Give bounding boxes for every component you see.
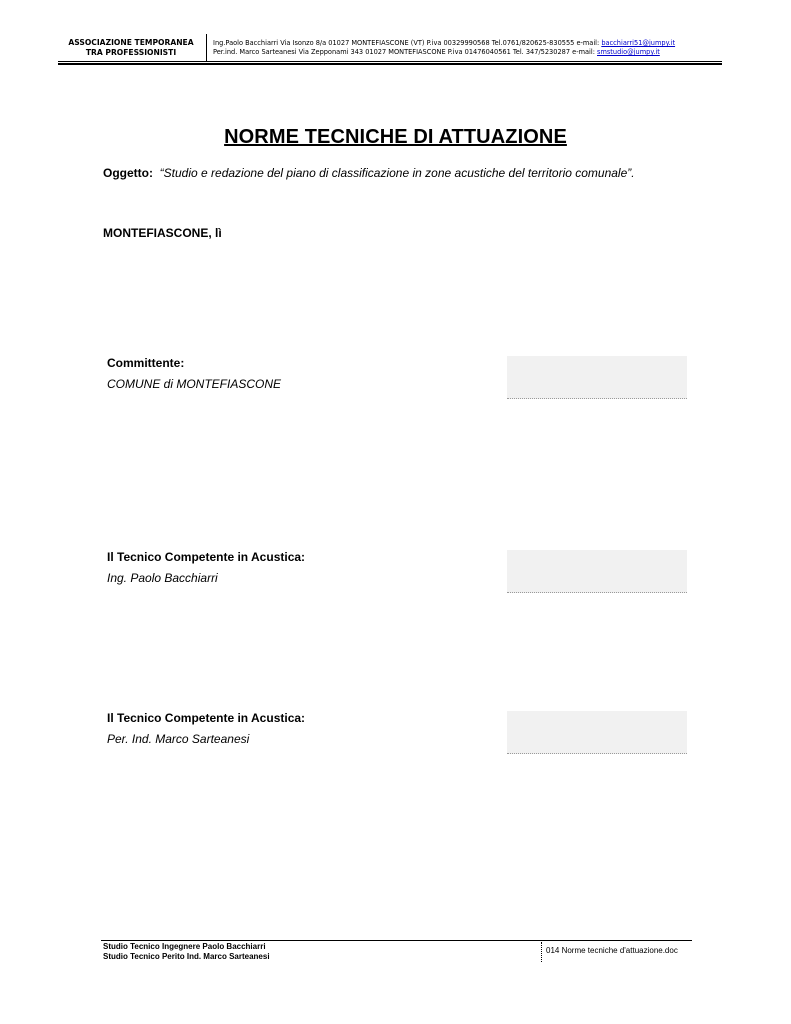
technician-1-signature-box[interactable] [507, 550, 687, 593]
footer-divider [541, 942, 542, 962]
header-contact-2-text: Per.ind. Marco Sarteanesi Via Zepponami 343 01027 MONTEFIASCONE P.iva 01476040561 Tel. 347/5230287 e-mail: [213, 48, 598, 56]
header-org-line1: ASSOCIAZIONE TEMPORANEA [68, 38, 194, 47]
document-title: NORME TECNICHE DI ATTUAZIONE [224, 126, 567, 148]
header-rule-thick [58, 63, 722, 65]
header-contact-1 [213, 39, 713, 48]
client-name: COMUNE di MONTEFIASCONE [107, 377, 282, 391]
client-label: Committente: [107, 356, 185, 370]
header-contact-1-email-link[interactable]: bacchiarri51@jumpy.it [601, 39, 676, 47]
header-contact-2 [213, 48, 713, 57]
header-organization [58, 38, 204, 58]
technician-2-name: Per. Ind. Marco Sarteanesi [107, 732, 250, 746]
client-signature-box[interactable] [507, 356, 687, 399]
footer-studios [103, 942, 270, 962]
technician-2-label: Il Tecnico Competente in Acustica: [107, 711, 306, 725]
subject-text: “Studio e redazione del piano di classificazione in zone acustiche del territorio comunale”. [159, 166, 635, 180]
header-contact-1-text: Ing.Paolo Bacchiarri Via Isonzo 8/a 01027 MONTEFIASCONE (VT) P.iva 00329990568 Tel.0761/820625-830555 e-mail: [213, 39, 602, 47]
technician-1-label: Il Tecnico Competente in Acustica: [107, 550, 306, 564]
technician-2-signature-box[interactable] [507, 711, 687, 754]
place-date-line: MONTEFIASCONE, lì [103, 226, 222, 240]
header-org-line2: TRA PROFESSIONISTI [85, 48, 177, 57]
subject-label: Oggetto: [103, 166, 153, 180]
header-contact-2-email-link[interactable]: smstudio@jumpy.it [597, 48, 660, 56]
document-subject [103, 166, 635, 180]
footer-studio-1: Studio Tecnico Ingegnere Paolo Bacchiarri [103, 942, 266, 951]
header-rule-thin [58, 61, 722, 62]
footer-studio-2: Studio Tecnico Perito Ind. Marco Sarteanesi [103, 952, 270, 961]
header-contacts [213, 39, 713, 57]
footer-filename: 014 Norme tecniche d'attuazione.doc [546, 946, 678, 955]
footer-rule [101, 940, 692, 941]
technician-1-name: Ing. Paolo Bacchiarri [107, 571, 218, 585]
header-divider [206, 34, 207, 61]
